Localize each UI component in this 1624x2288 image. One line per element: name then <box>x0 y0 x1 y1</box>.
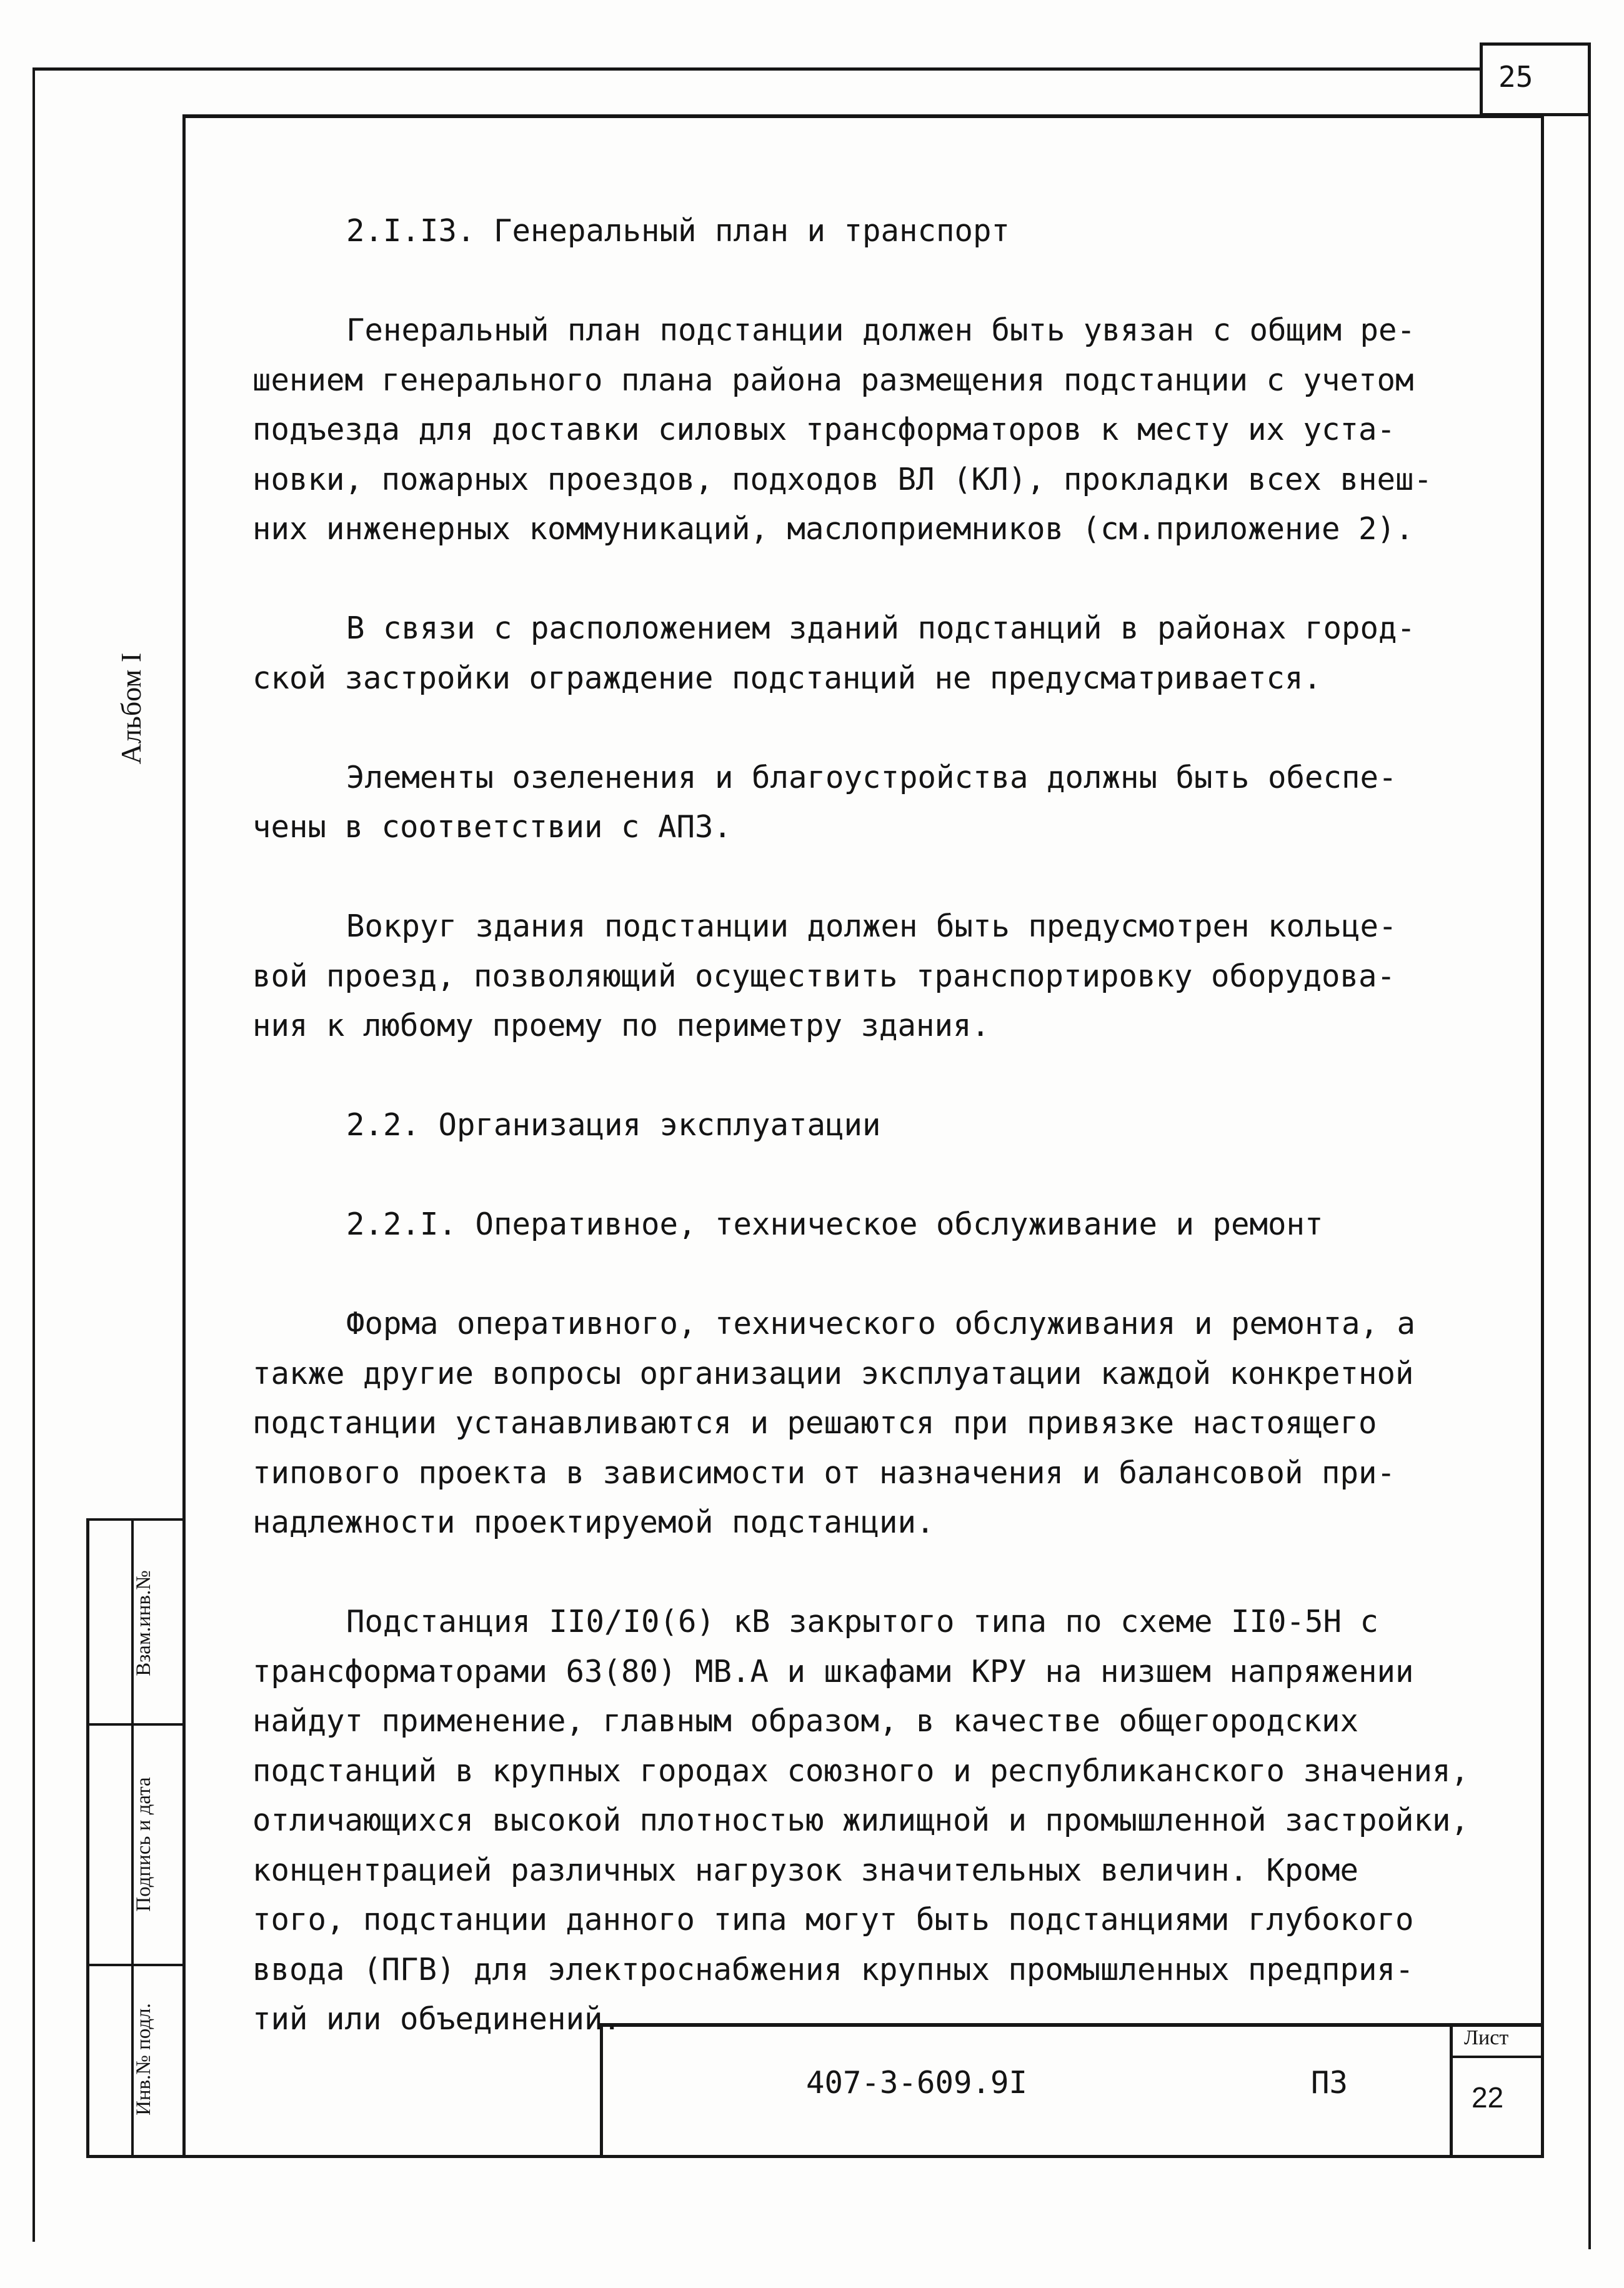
title-block-doc-code: ПЗ <box>1311 2065 1348 2101</box>
text-line: трансформаторами 63(80) МВ.А и шкафами КРУ на низшем напряжении <box>252 1653 1414 1689</box>
text-line: найдут применение, главным образом, в качестве общегородских <box>252 1703 1359 1739</box>
corner-page-number: 25 <box>1498 60 1533 94</box>
text-line: типового проекта в зависимости от назначения и балансовой при- <box>252 1455 1396 1491</box>
title-block-sheet-label: Лист <box>1464 2026 1509 2049</box>
text-line: Элементы озеленения и благоустройства должны быть обеспе- <box>346 759 1397 795</box>
text-line: вой проезд, позволяющий осуществить транспортировку оборудова- <box>252 958 1396 994</box>
spacer <box>252 1548 1533 1598</box>
spacer <box>252 703 1533 753</box>
text-line: чены в соответствии с АПЗ. <box>252 809 732 845</box>
text-line: отличающихся высокой плотностью жилищной и промышленной застройки, <box>252 1803 1470 1838</box>
text-line: ния к любому проему по периметру здания. <box>252 1008 990 1043</box>
inner-frame-left <box>182 114 186 2158</box>
outer-frame-top <box>32 67 1482 71</box>
outer-frame-right <box>1588 112 1591 2249</box>
text-line: того, подстанции данного типа могут быть подстанциями глубокого <box>252 1902 1414 1937</box>
text-line: Форма оперативного, технического обслуживания и ремонта, а <box>346 1306 1416 1341</box>
inner-frame-bottom <box>86 2155 1544 2158</box>
paragraph-fencing <box>252 604 1533 703</box>
paragraph-maintenance <box>252 1299 1533 1548</box>
body-text <box>252 206 1533 2044</box>
spacer <box>252 554 1533 604</box>
paragraph-ring-road <box>252 902 1533 1051</box>
text-line: также другие вопросы организации эксплуатации каждой конкретной <box>252 1355 1414 1391</box>
text-line: новки, пожарных проездов, подходов ВЛ (КЛ), прокладки всех внеш- <box>252 461 1433 497</box>
title-block-sheet-number: 22 <box>1472 2081 1504 2114</box>
text-line: Вокруг здания подстанции должен быть предусмотрен кольце- <box>346 908 1397 944</box>
title-block-sheet-divider <box>1450 2056 1543 2058</box>
paragraph-general-plan <box>252 306 1533 554</box>
text-line: В связи с расположением зданий подстанций в районах город- <box>346 610 1416 646</box>
paragraph-landscaping <box>252 753 1533 852</box>
text-line: шением генерального плана района размещения подстанции с учетом <box>252 362 1414 398</box>
section-heading: 2.I.I3. Генеральный план и транспорт <box>346 213 1010 249</box>
corner-box-right <box>1588 42 1591 116</box>
side-stamp-replace-inv: Взам.инв.№ <box>132 1570 155 1676</box>
side-stamp-original-inv: Инв.№ подл. <box>132 2003 155 2116</box>
spacer <box>252 1150 1533 1200</box>
text-line: них инженерных коммуникаций, маслоприемников (см.приложение 2). <box>252 511 1414 547</box>
text-line: подъезда для доставки силовых трансформаторов к месту их уста- <box>252 412 1396 447</box>
album-label: Альбом I <box>115 652 147 765</box>
text-line: ской застройки ограждение подстанций не предусматривается. <box>252 660 1322 696</box>
side-stamp-top <box>86 1518 185 1521</box>
text-line: тий или объединений. <box>252 2001 622 2037</box>
text-line: Генеральный план подстанции должен быть увязан с общим ре- <box>346 312 1416 348</box>
title-block-designation: 407-3-609.9I <box>806 2065 1028 2101</box>
paragraph-application <box>252 1597 1533 2044</box>
spacer <box>252 852 1533 902</box>
outer-frame-left <box>32 67 35 2242</box>
spacer <box>252 1250 1533 1300</box>
side-stamp-row-1 <box>86 1723 185 1726</box>
text-line: надлежности проектируемой подстанции. <box>252 1505 935 1540</box>
text-line: Подстанция II0/I0(6) кВ закрытого типа по схеме II0-5Н с <box>346 1604 1379 1639</box>
spacer <box>252 1051 1533 1101</box>
corner-box-top <box>1480 42 1591 46</box>
side-stamp-signature-date: Подпись и дата <box>132 1777 155 1912</box>
section-2-2-heading: 2.2. Организация эксплуатации <box>346 1107 881 1143</box>
text-line: подстанции устанавливаются и решаются при привязке настоящего <box>252 1405 1377 1441</box>
inner-frame-top <box>182 114 1543 118</box>
text-line: ввода (ПГВ) для электроснабжения крупных промышленных предприя- <box>252 1951 1414 1987</box>
corner-box-left <box>1480 42 1483 116</box>
side-stamp-left <box>86 1518 89 2158</box>
section-2-2-1-heading: 2.2.I. Оперативное, техническое обслуживание и ремонт <box>346 1206 1323 1242</box>
inner-frame-right <box>1541 114 1544 2158</box>
spacer <box>252 256 1533 306</box>
text-line: подстанций в крупных городах союзного и республиканского значения, <box>252 1753 1470 1789</box>
text-line: концентрацией различных нагрузок значительных величин. Кроме <box>252 1852 1359 1888</box>
